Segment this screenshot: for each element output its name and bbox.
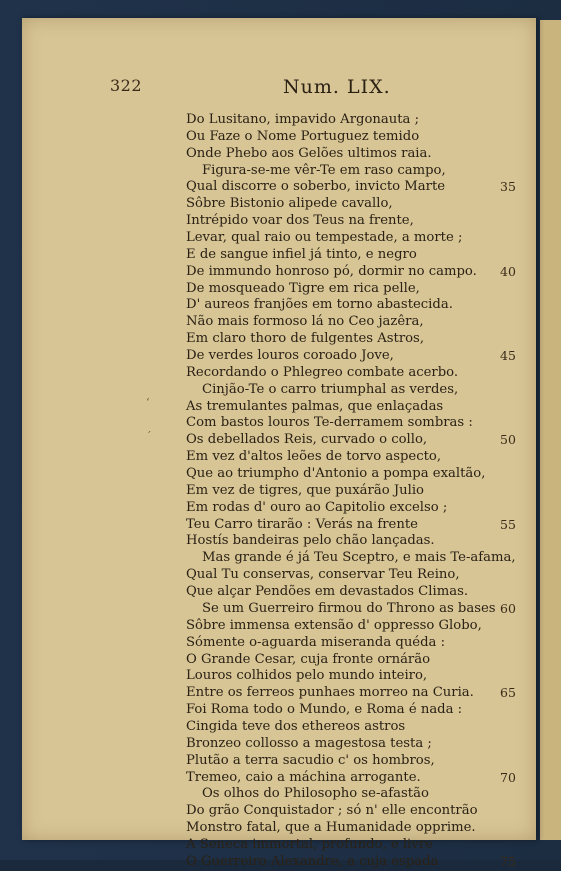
verse-text: De immundo honroso pó, dormir no campo. bbox=[186, 263, 477, 279]
line-number: 45 bbox=[500, 348, 516, 364]
verse-line bbox=[186, 112, 516, 129]
verse-text: Se um Guerreiro firmou do Throno as bases bbox=[202, 600, 496, 616]
verse-text: Cinjão-Te o carro triumphal as verdes, bbox=[202, 381, 459, 397]
verse-text: Que ao triumpho d'Antonio a pompa exaltão, bbox=[186, 466, 486, 482]
verse-text: Do Lusitano, impavido Argonauta ; bbox=[186, 112, 420, 127]
verse-line bbox=[186, 331, 516, 348]
verse-text: Plutão a terra sacudio c' os hombros, bbox=[186, 752, 435, 768]
verse-text: Hostís bandeiras pelo chão lançadas. bbox=[186, 533, 435, 549]
verse-text: Que alçar Pendões em devastados Climas. bbox=[186, 584, 469, 600]
verse-text: Em vez de tigres, que puxárão Julio bbox=[186, 482, 424, 498]
verse-line bbox=[186, 533, 516, 550]
verse-line bbox=[186, 685, 516, 702]
verse-line bbox=[186, 719, 516, 736]
verse-text: E de sangue infiel já tinto, e negro bbox=[186, 246, 417, 262]
verse-line bbox=[186, 415, 516, 432]
verse-line bbox=[186, 466, 516, 483]
line-number: 35 bbox=[500, 179, 516, 195]
line-number: 50 bbox=[500, 432, 516, 448]
verse-text: Sómente o-aguarda miseranda quéda : bbox=[186, 634, 446, 650]
verse-text: D' aureos franjões em torno abastecida. bbox=[186, 297, 453, 313]
verse-line bbox=[186, 382, 516, 399]
line-number: 70 bbox=[500, 769, 516, 785]
verse-text: Em rodas d' ouro ao Capitolio excelso ; bbox=[186, 499, 448, 515]
verse-line bbox=[186, 854, 516, 871]
margin-mark: ˊ bbox=[146, 430, 152, 443]
verse-text: Levar, qual raio ou tempestade, a morte ; bbox=[186, 230, 463, 246]
verse-text: Os olhos do Philosopho se-afastão bbox=[202, 786, 429, 802]
verse-text: De verdes louros coroado Jove, bbox=[186, 348, 394, 364]
page-number: 322 bbox=[110, 76, 143, 95]
verse-line bbox=[186, 163, 516, 180]
verse-line bbox=[186, 129, 516, 146]
line-number: 75 bbox=[500, 853, 516, 869]
verse-text: Com bastos louros Te-derramem sombras : bbox=[186, 415, 473, 431]
verse-line bbox=[186, 753, 516, 770]
line-number: 65 bbox=[500, 685, 516, 701]
verse-text: Do grão Conquistador ; só n' elle encontrão bbox=[186, 803, 478, 819]
verse-line bbox=[186, 483, 516, 500]
line-number: 55 bbox=[500, 516, 516, 532]
verse-text: A Seneca immortal, profundo, e livre bbox=[186, 836, 433, 852]
verse-text: Ou Faze o Nome Portuguez temido bbox=[186, 128, 420, 144]
verse-text: Bronzeo collosso a magestosa testa ; bbox=[186, 735, 432, 751]
verse-line bbox=[186, 449, 516, 466]
verse-line bbox=[186, 770, 516, 787]
verse-text: Sôbre immensa extensão d' oppresso Globo, bbox=[186, 617, 482, 633]
verse-text: Tremeo, caio a máchina arrogante. bbox=[186, 769, 421, 785]
verse-line bbox=[186, 146, 516, 163]
verse-line bbox=[186, 668, 516, 685]
verse-text: Sôbre Bistonio alipede cavallo, bbox=[186, 196, 393, 212]
verse-line bbox=[186, 567, 516, 584]
verse-line bbox=[186, 601, 516, 618]
verse-text: Qual Tu conservas, conservar Teu Reino, bbox=[186, 567, 460, 583]
line-number: 60 bbox=[500, 600, 516, 616]
margin-mark: ʻ bbox=[146, 396, 150, 409]
verse-line bbox=[186, 399, 516, 416]
verse-text: Em claro thoro de fulgentes Astros, bbox=[186, 331, 425, 347]
verse-text: Figura-se-me vêr-Te em raso campo, bbox=[202, 162, 446, 178]
line-number: 40 bbox=[500, 263, 516, 279]
verse-text: Louros colhidos pelo mundo inteiro, bbox=[186, 668, 428, 684]
verse-line bbox=[186, 348, 516, 365]
verse-text: Foi Roma todo o Mundo, e Roma é nada : bbox=[186, 702, 463, 718]
adjacent-page-edge bbox=[540, 20, 561, 840]
verse-text: Qual discorre o soberbo, invicto Marte bbox=[186, 179, 446, 195]
verse-line bbox=[186, 213, 516, 230]
verse-line bbox=[186, 314, 516, 331]
verse-text: O Grande Cesar, cuja fronte ornárão bbox=[186, 651, 431, 667]
verse-text: Intrépido voar dos Teus na frente, bbox=[186, 213, 414, 229]
verse-line bbox=[186, 264, 516, 281]
poem-body bbox=[186, 112, 516, 871]
verse-line bbox=[186, 230, 516, 247]
verse-text: Teu Carro tirarão : Verás na frente bbox=[186, 516, 418, 532]
verse-line bbox=[186, 179, 516, 196]
verse-text: Monstro fatal, que a Humanidade opprime. bbox=[186, 820, 476, 836]
verse-text: Mas grande é já Teu Sceptro, e mais Te-afama, bbox=[202, 550, 516, 566]
verse-line bbox=[186, 803, 516, 820]
verse-text: Não mais formoso lá no Ceo jazêra, bbox=[186, 314, 424, 330]
verse-text: Onde Phebo aos Gelões ultimos raia. bbox=[186, 145, 432, 161]
verse-text: De mosqueado Tigre em rica pelle, bbox=[186, 280, 420, 296]
verse-line bbox=[186, 297, 516, 314]
verse-line bbox=[186, 702, 516, 719]
verse-text: As tremulantes palmas, que enlaçadas bbox=[186, 398, 444, 414]
verse-line bbox=[186, 786, 516, 803]
verse-text: Em vez d'altos leões de torvo aspecto, bbox=[186, 449, 442, 465]
verse-line bbox=[186, 500, 516, 517]
verse-line bbox=[186, 432, 516, 449]
verse-line bbox=[186, 365, 516, 382]
verse-text: Entre os ferreos punhaes morreo na Curia. bbox=[186, 685, 474, 701]
verse-text: Os debellados Reis, curvado o collo, bbox=[186, 432, 428, 448]
verse-line bbox=[186, 196, 516, 213]
verse-line bbox=[186, 550, 516, 567]
verse-line bbox=[186, 652, 516, 669]
verse-line bbox=[186, 837, 516, 854]
page-title: Num. LIX. bbox=[283, 76, 391, 98]
verse-line bbox=[186, 635, 516, 652]
verse-text: Recordando o Phlegreo combate acerbo. bbox=[186, 364, 459, 380]
verse-line bbox=[186, 247, 516, 264]
verse-line bbox=[186, 584, 516, 601]
verse-text: Cingida teve dos ethereos astros bbox=[186, 718, 406, 734]
verse-line bbox=[186, 736, 516, 753]
verse-line bbox=[186, 517, 516, 534]
verse-line bbox=[186, 281, 516, 298]
verse-text: O Guerreiro Alexandre, a cuja espada bbox=[186, 853, 439, 869]
verse-line bbox=[186, 820, 516, 837]
verse-line bbox=[186, 618, 516, 635]
